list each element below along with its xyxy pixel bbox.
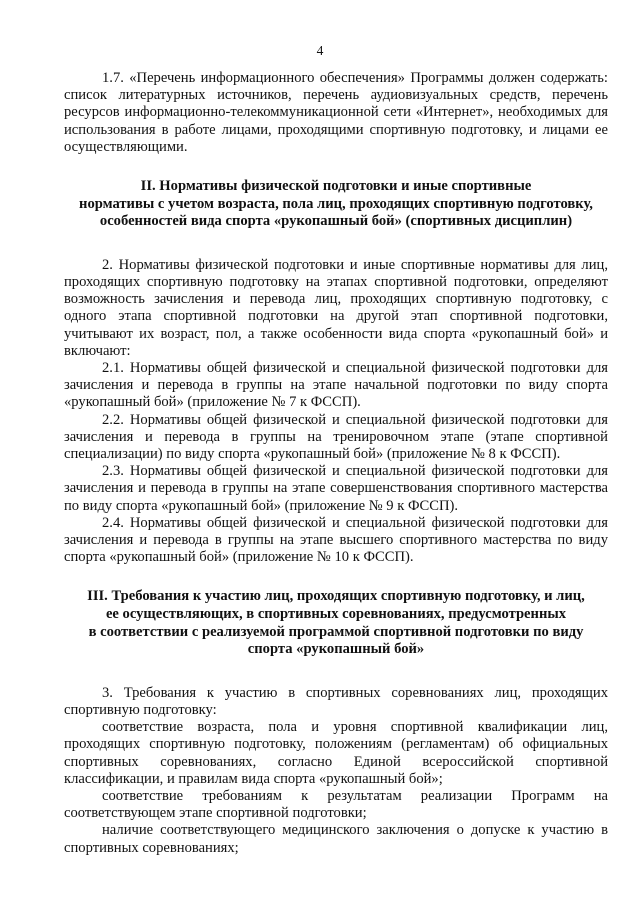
section-3-heading xyxy=(64,588,608,658)
paragraph-2-3: 2.3. Нормативы общей физической и специальной физической подготовки для зачисления и перевода в группы на этапе совершенствования спортивного мастерства по виду спорта «рукопашный бой» (приложение № 9 к ФССП). xyxy=(64,463,608,514)
section-2-heading-line-1: II. Нормативы физической подготовки и иные спортивные xyxy=(140,178,532,195)
paragraph-2: 2. Нормативы физической подготовки и иные спортивные нормативы для лиц, проходящих спортивную подготовку на этапах спортивной подготовки, определяют возможность зачисления и перевода лиц, проходящих спортивную подготовку, с одного этапа спортивной подготовки на другой этап спортивной подготовки, учитывают их возраст, пол, а также особенности вида спорта «рукопашный бой» и включают: xyxy=(64,256,608,359)
section-2-heading-line-3: особенностей вида спорта «рукопашный бой» (спортивных дисциплин) xyxy=(99,213,573,230)
requirement-item-3: наличие соответствующего медицинского заключения о допуске к участию в спортивных соревнованиях; xyxy=(64,822,608,856)
section-3-heading-line-4: спорта «рукопашный бой» xyxy=(247,641,425,658)
paragraph-1-7: 1.7. «Перечень информационного обеспечения» Программы должен содержать: список литературных источников, перечень аудиовизуальных средств, перечень ресурсов информационно-телекоммуникационной сети «Интернет», необходимых для использования в работе лицами, проходящими спортивную подготовку, и лицами ее осуществляющими. xyxy=(64,70,608,155)
paragraph-2-2: 2.2. Нормативы общей физической и специальной физической подготовки для зачисления и перевода в группы на тренировочном этапе (этапе спортивной специализации) по виду спорта «рукопашный бой» (приложение № 8 к ФССП). xyxy=(64,411,608,463)
section-2-heading-line-2: нормативы с учетом возраста, пола лиц, проходящих спортивную подготовку, xyxy=(79,195,593,212)
requirement-item-2: соответствие требованиям к результатам реализации Программ на соответствующем этапе спортивной подготовки; xyxy=(64,788,608,822)
section-2-heading xyxy=(64,178,608,231)
section-3-heading-line-1: III. Требования к участию лиц, проходящих спортивную подготовку, и лиц, xyxy=(87,588,585,605)
paragraph-2-4: 2.4. Нормативы общей физической и специальной физической подготовки для зачисления и перевода в группы на этапе высшего спортивного мастерства по виду спорта «рукопашный бой» (приложение № 10 к ФССП). xyxy=(64,514,608,566)
section-3-heading-line-3: в соответствии с реализуемой программой спортивной подготовки по виду xyxy=(88,623,584,640)
page-number: 4 xyxy=(316,43,324,58)
requirement-item-1: соответствие возраста, пола и уровня спортивной квалификации лиц, проходящих спортивную подготовку, положениям (регламентам) об официальных спортивных соревнованиях, согласно Единой всероссийской спортивной классификации, и правилам вида спорта «рукопашный бой»; xyxy=(64,719,608,787)
paragraph-3: 3. Требования к участию в спортивных соревнованиях лиц, проходящих спортивную подготовку: xyxy=(64,684,608,719)
document-body xyxy=(64,70,608,857)
paragraph-2-1: 2.1. Нормативы общей физической и специальной физической подготовки для зачисления и перевода в группы на этапе начальной подготовки по виду спорта «рукопашный бой» (приложение № 7 к ФССП). xyxy=(64,360,608,411)
section-3-heading-line-2: ее осуществляющих, в спортивных соревнованиях, предусмотренных xyxy=(105,606,567,623)
